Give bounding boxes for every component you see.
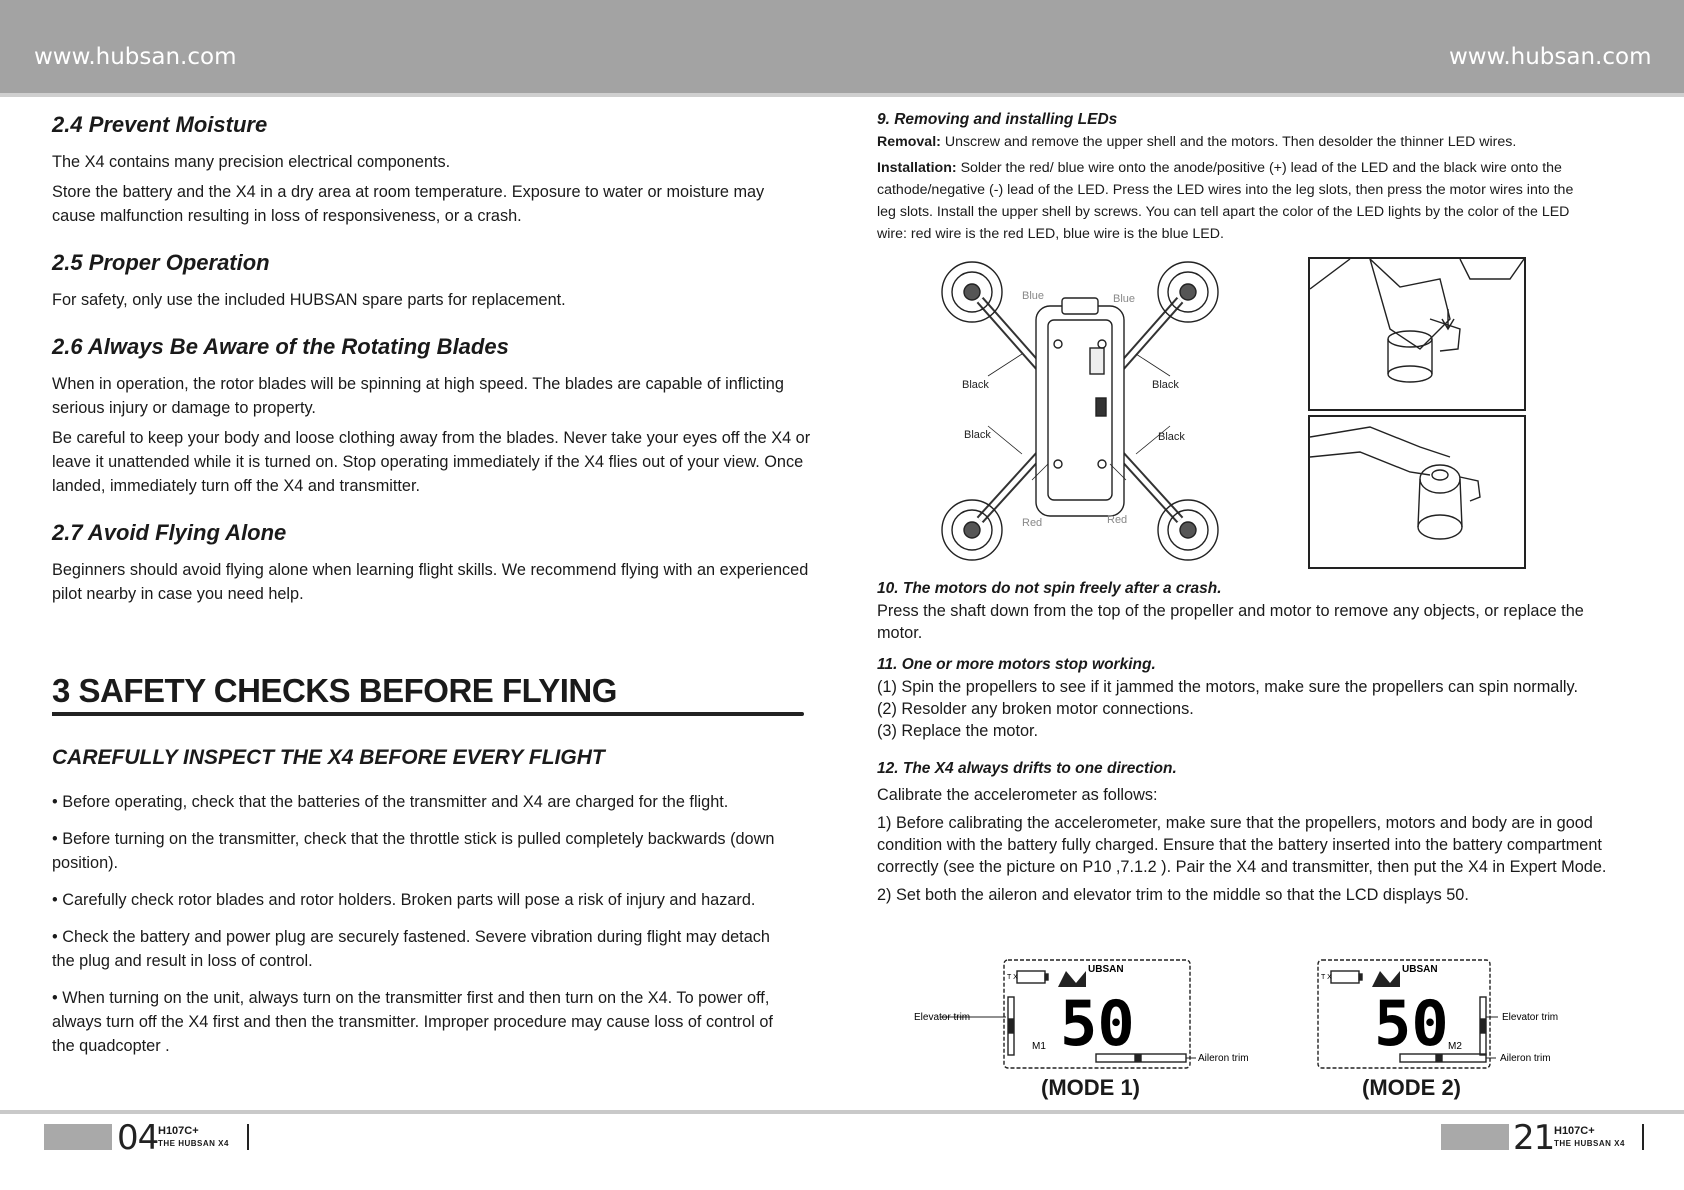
label-red-right: Red	[1107, 514, 1128, 526]
section-10-title: 10. The motors do not spin freely after a crash.	[877, 580, 1222, 597]
section-2-6-text-1: When in operation, the rotor blades will be spinning at high speed. The blades are capable of inflicting serious injury or damage to property.	[52, 375, 784, 417]
removal-body: Unscrew and remove the upper shell and the motors. Then desolder the thinner LED wires.	[940, 134, 1517, 150]
model-subtitle: THE HUBSAN X4	[158, 1139, 229, 1148]
section-2-7-text: Beginners should avoid flying alone when learning flight skills. We recommend flying with an experienced pilot nearby in case you need help.	[52, 561, 809, 603]
aileron-trim-label: Aileron trim	[1198, 1053, 1249, 1064]
lcd-brand: UBSAN	[1088, 964, 1124, 975]
label-blue-left: Blue	[1022, 290, 1045, 302]
installation-body: Solder the red/ blue wire onto the anode/positive (+) lead of the LED and the black wire onto the cathode/negative (-) lead of the LED. Press the LED wires into the leg slots, then press the motor wires into the leg slots. Install the upper shell by screws. You can tell apart the color of the LED lights by the color of the LED wire: red wire is the red LED, blue wire is the blue LED.	[877, 160, 1574, 242]
elevator-trim-label: Elevator trim	[1502, 1012, 1559, 1023]
section-2-5-text: For safety, only use the included HUBSAN spare parts for replacement.	[52, 291, 566, 309]
section-11-step-3: (3) Replace the motor.	[877, 722, 1039, 740]
page-number-left: 04	[117, 1118, 159, 1158]
lcd-value: 50	[1060, 987, 1135, 1060]
elevator-trim-label: Elevator trim	[914, 1012, 971, 1023]
section-2-4-text-2: Store the battery and the X4 in a dry area at room temperature. Exposure to water or moisture may cause malfunction resulting in loss of responsiveness, or a crash.	[52, 183, 765, 225]
model-subtitle: THE HUBSAN X4	[1554, 1139, 1625, 1148]
section-10-text: Press the shaft down from the top of the propeller and motor to remove any objects, or replace the motor.	[877, 602, 1584, 642]
chapter-3-underline	[52, 712, 804, 716]
bullet-item: • Before operating, check that the batteries of the transmitter and X4 are charged for the flight.	[52, 793, 729, 811]
section-2-5-title: 2.5 Proper Operation	[52, 250, 270, 275]
mode-1-caption: (MODE 1)	[1041, 1075, 1140, 1100]
label-black-top-right: Black	[1152, 379, 1179, 391]
section-2-4-text-1: The X4 contains many precision electrical components.	[52, 153, 451, 171]
section-12-step-1: 1) Before calibrating the accelerometer, make sure that the propellers, motors and body are in good condition with the battery fully charged. Ensure that the battery inserted into the battery compartment correctly (see the picture on P10 ,7.1.2 ). Pair the X4 and transmitter, then put the X4 in Expert Mode.	[877, 814, 1607, 876]
removal-label: Removal:	[877, 134, 941, 150]
lcd-mode-label: M2	[1448, 1041, 1462, 1052]
lcd-tx: T X	[1007, 974, 1018, 981]
section-12-intro: Calibrate the accelerometer as follows:	[877, 786, 1158, 804]
footer-divider-left	[247, 1124, 249, 1150]
section-12-step-2: 2) Set both the aileron and elevator trim to the middle so that the LCD displays 50.	[877, 886, 1469, 904]
footer-divider-right	[1642, 1124, 1644, 1150]
section-2-4-title: 2.4 Prevent Moisture	[52, 112, 268, 137]
section-12-title: 12. The X4 always drifts to one direction.	[877, 760, 1177, 777]
bullet-item: • Before turning on the transmitter, check that the throttle stick is pulled completely backwards (down position).	[52, 830, 775, 872]
lcd-mode-2	[1314, 957, 1674, 1072]
drone-wiring-diagram	[930, 258, 1230, 564]
label-black-bottom-left: Black	[964, 429, 991, 441]
troubleshooting-sections	[877, 580, 1617, 906]
model-name: H107C+	[1554, 1125, 1595, 1137]
page-header	[0, 0, 1684, 97]
footer-rule	[0, 1110, 1684, 1114]
section-11-step-2: (2) Resolder any broken motor connections.	[877, 700, 1194, 718]
hubsan-logo-icon	[1372, 971, 1400, 987]
aileron-trim-label: Aileron trim	[1500, 1053, 1551, 1064]
section-2-6-text-2: Be careful to keep your body and loose clothing away from the blades. Never take your eyes off the X4 or leave it unattended while it is turned on. Stop operating immediately if the X4 flies out of your view. Once landed, immediately turn off the X4 and transmitter.	[52, 429, 811, 495]
label-black-top-left: Black	[962, 379, 989, 391]
lcd-brand: UBSAN	[1402, 964, 1438, 975]
site-url-left: www.hubsan.com	[34, 44, 237, 70]
left-page-upper	[52, 112, 812, 612]
label-black-bottom-right: Black	[1158, 431, 1185, 443]
footer-block-left	[44, 1124, 112, 1150]
lcd-value: 50	[1374, 987, 1449, 1060]
section-9-title: 9. Removing and installing LEDs	[877, 111, 1118, 128]
inspection-subtitle: CAREFULLY INSPECT THE X4 BEFORE EVERY FLIGHT	[52, 746, 605, 769]
lcd-mode-1	[910, 957, 1270, 1072]
footer-model-left	[158, 1125, 229, 1150]
chapter-3-title: 3 SAFETY CHECKS BEFORE FLYING	[52, 672, 617, 709]
label-red-left: Red	[1022, 517, 1043, 529]
bullet-item: • Check the battery and power plug are securely fastened. Severe vibration during flight may detach the plug and result in loss of control.	[52, 928, 770, 970]
section-9	[877, 111, 1587, 249]
section-2-6-title: 2.6 Always Be Aware of the Rotating Blades	[52, 334, 509, 359]
inspection-section	[52, 746, 792, 1071]
bullet-item: • Carefully check rotor blades and rotor holders. Broken parts will pose a risk of injury and hazard.	[52, 891, 756, 909]
removal-text	[877, 131, 1587, 153]
footer-model-right	[1554, 1125, 1625, 1150]
lcd-tx: T X	[1321, 974, 1332, 981]
model-name: H107C+	[158, 1125, 199, 1137]
led-detail-photo-1	[1308, 257, 1526, 411]
section-2-7-title: 2.7 Avoid Flying Alone	[52, 520, 287, 545]
bullet-item: • When turning on the unit, always turn on the transmitter first and then turn on the X4. To power off, always turn off the X4 first and then the transmitter. Improper procedure may cause loss of control of the quadcopter .	[52, 989, 773, 1055]
led-detail-photo-2	[1308, 415, 1526, 569]
installation-text	[877, 157, 1587, 245]
hubsan-logo-icon	[1058, 971, 1086, 987]
lcd-mode-label: M1	[1032, 1041, 1046, 1052]
section-11-title: 11. One or more motors stop working.	[877, 656, 1156, 673]
mode-2-caption: (MODE 2)	[1362, 1075, 1461, 1100]
label-blue-right: Blue	[1113, 293, 1136, 305]
page-number-right: 21	[1513, 1118, 1555, 1158]
section-11-step-1: (1) Spin the propellers to see if it jammed the motors, make sure the propellers can spin normally.	[877, 678, 1579, 696]
site-url-right: www.hubsan.com	[1449, 44, 1652, 70]
footer-block-right	[1441, 1124, 1509, 1150]
installation-label: Installation:	[877, 160, 957, 176]
